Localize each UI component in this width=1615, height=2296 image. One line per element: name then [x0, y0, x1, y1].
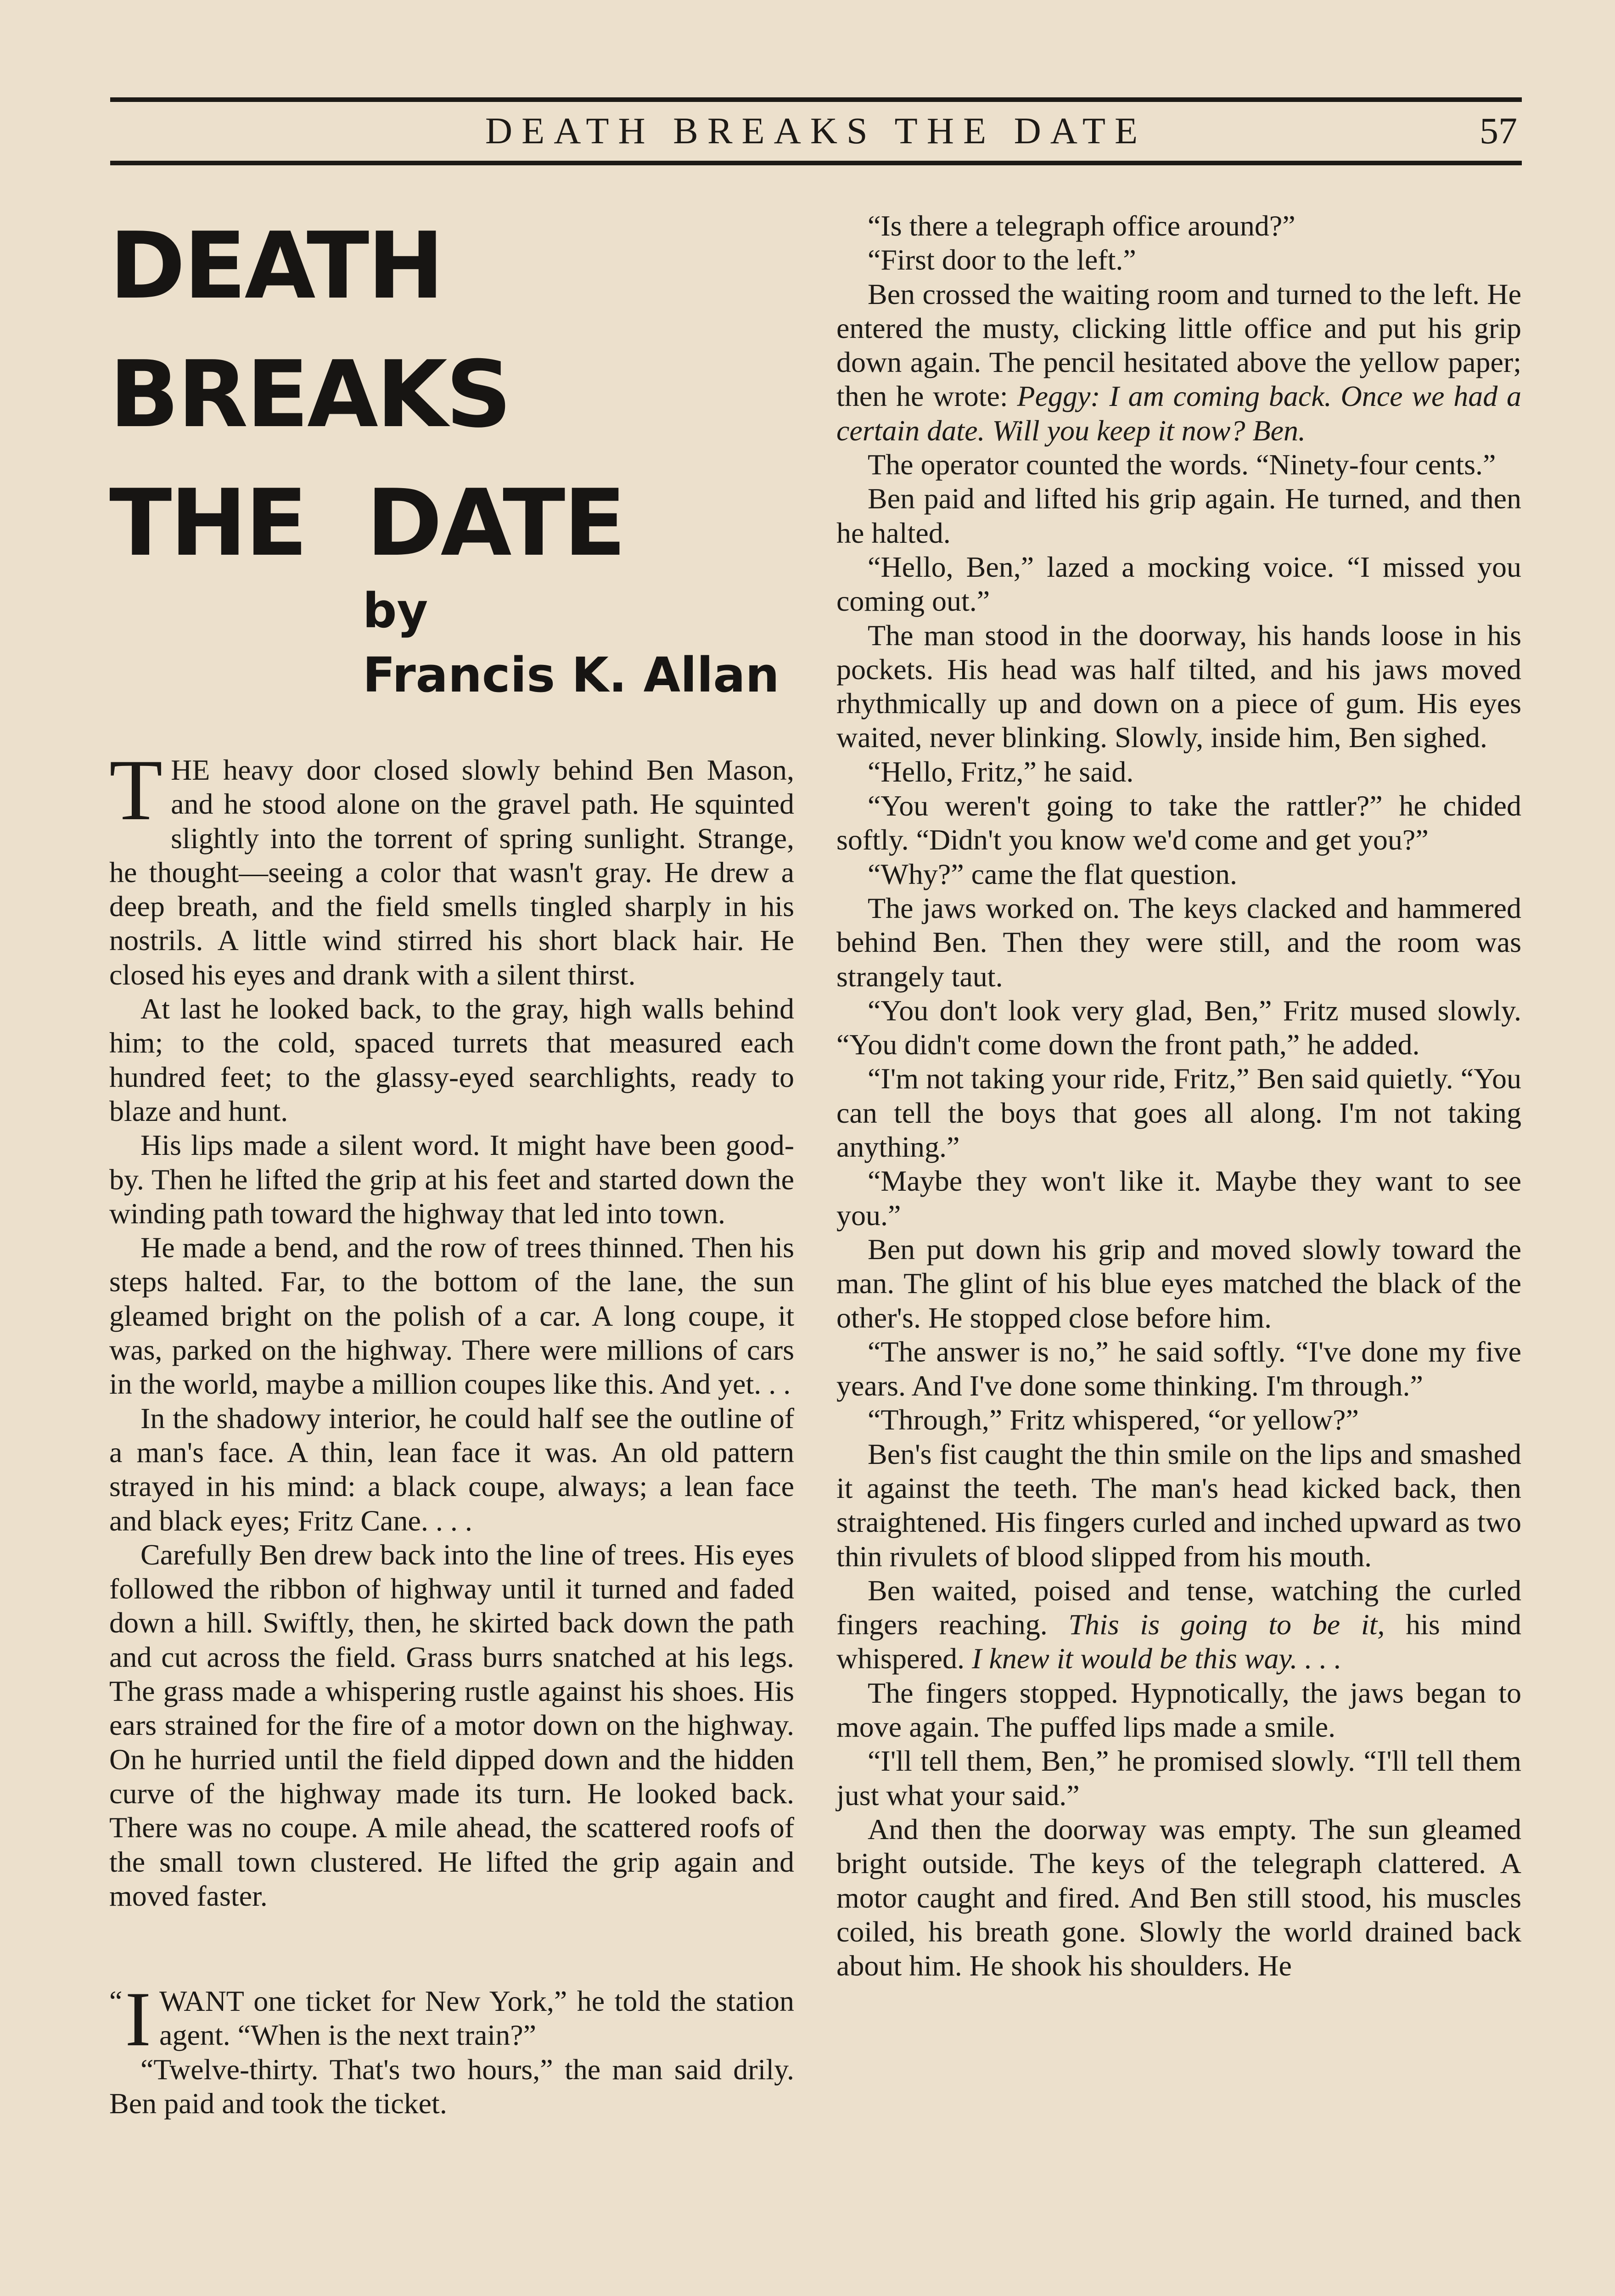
byline: [363, 579, 779, 707]
title-line: DEATH: [109, 213, 443, 320]
paragraph: At last he looked back, to the gray, high walls behind him; to the cold, spaced turrets that measured each hundred feet; to the glassy-eyed searchlights, ready to blaze and hunt.: [109, 992, 794, 1127]
paragraph: “Maybe they won't like it. Maybe they want to see you.”: [836, 1165, 1521, 1232]
paragraph-text: his mind whispered.: [836, 1608, 1522, 1675]
title-line: THE DATE: [109, 470, 625, 577]
author-name: Francis K. Allan: [363, 647, 779, 703]
paragraph: He made a bend, and the row of trees thinned. Then his steps halted. Far, to the bottom of the lane, the sun gleamed bright on the polish of a car. A long coupe, it was, parked on the highway. There were millions of cars in the world, maybe a million coupes like this. And yet. . .: [109, 1231, 794, 1401]
paragraph: Ben's fist caught the thin smile on the lips and smashed it against the teeth. The man's head kicked back, then straightened. His fingers curled and inched upward as two thin rivulets of blood slipped from his mouth.: [836, 1437, 1521, 1573]
paragraph: Ben paid and lifted his grip again. He turned, and then he halted.: [836, 482, 1521, 549]
section-break: [109, 1913, 794, 1984]
paragraph: Carefully Ben drew back into the line of trees. His eyes followed the ribbon of highway until it turned and faded down a hill. Swiftly, then, he skirted back down the path and cut across the field. Grass burrs snatched at his legs. The grass made a whispering rustle against his shoes. His ears strained for the fire of a motor down on the highway. On he hurried until the field dipped down and the hidden curve of the highway made its turn. He looked back. There was no coupe. A mile ahead, the scattered roofs of the small town clustered. He lifted the grip again and moved faster.: [109, 1538, 794, 1912]
header-rule-top: [110, 97, 1522, 102]
drop-cap: T: [109, 742, 163, 838]
paragraph: [836, 1574, 1521, 1676]
paragraph: “Hello, Fritz,” he said.: [868, 755, 1134, 788]
paragraph-text: Ben waited, poised and tense, watching the curled fingers reaching.: [836, 1574, 1521, 1641]
paragraph: In the shadowy interior, he could half see the outline of a man's face. A thin, lean face it was. An old pattern strayed in his mind: a black coupe, always; a lean face and black eyes; Fritz Cane. . . .: [109, 1401, 794, 1537]
header-rule-bottom: [110, 161, 1522, 165]
paragraph: “Is there a telegraph office around?”: [868, 209, 1295, 242]
title-line: BREAKS: [109, 341, 510, 448]
running-header: [110, 105, 1522, 159]
paragraph: His lips made a silent word. It might have been good-by. Then he lifted the grip at his feet and started down the winding path toward the highway that led into town.: [109, 1129, 794, 1230]
paragraph: [836, 277, 1521, 448]
paragraph: And then the doorway was empty. The sun gleamed bright outside. The keys of the telegraph clattered. A motor caught and fired. And Ben still stood, his muscles coiled, his breath gone. Slowly the world drained back about him. He shook his shoulders. He: [836, 1812, 1521, 1982]
paragraph: “First door to the left.”: [868, 243, 1136, 276]
section-opening-paragraph: [109, 1976, 794, 2063]
paragraph: “You weren't going to take the rattler?” he chided softly. “Didn't you know we'd come and get you?”: [836, 789, 1521, 856]
right-column: [836, 209, 1521, 1983]
paragraph: “Why?” came the flat question.: [868, 857, 1237, 890]
paragraph: “Twelve-thirty. That's two hours,” the man said drily. Ben paid and took the ticket.: [109, 2053, 794, 2120]
drop-cap: I: [125, 1976, 151, 2063]
paragraph: The fingers stopped. Hypnotically, the jaws began to move again. The puffed lips made a smile.: [836, 1676, 1521, 1744]
running-title: DEATH BREAKS THE DATE: [485, 110, 1147, 152]
left-column: [109, 742, 794, 2121]
paragraph: WANT one ticket for New York,” he told the station agent. “When is the next train?”: [159, 1985, 794, 2052]
opening-quote: “: [109, 1985, 123, 2018]
thought-text: This is going to be it,: [1068, 1608, 1385, 1641]
paragraph: HE heavy door closed slowly behind Ben Mason, and he stood alone on the gravel path. He squinted slightly into the torrent of spring sunlight. Strange, he thought—seeing a color that wasn't gray. He drew a deep breath, and the field smells tingled sharply in his nostrils. A little wind stirred his short black hair. He closed his eyes and drank with a silent thirst.: [109, 754, 794, 991]
paragraph: The man stood in the doorway, his hands loose in his pockets. His head was half tilted, and his jaws moved rhythmically up and down on a piece of gum. His eyes waited, never blinking. Slowly, inside him, Ben sighed.: [836, 619, 1521, 754]
telegram-text: Peggy: I am coming back. Once we had a certain date. Will you keep it now? Ben.: [836, 380, 1522, 447]
paragraph: “You don't look very glad, Ben,” Fritz mused slowly. “You didn't come down the front path,” he added.: [836, 994, 1521, 1061]
byline-by: by: [363, 583, 428, 639]
page-number: 57: [1480, 110, 1517, 152]
paragraph: “Hello, Ben,” lazed a mocking voice. “I missed you coming out.”: [836, 550, 1521, 618]
paragraph: Ben put down his grip and moved slowly toward the man. The glint of his blue eyes matched the black of the other's. He stopped close before him.: [836, 1232, 1521, 1334]
story-title: [109, 202, 794, 588]
paragraph-text: Ben crossed the waiting room and turned to the left. He entered the musty, clicking little office and put his grip down again. The pencil hesitated above the yellow paper; then he wrote:: [836, 277, 1521, 413]
paragraph: “I'm not taking your ride, Fritz,” Ben said quietly. “You can tell the boys that goes all along. I'm not taking anything.”: [836, 1062, 1521, 1164]
thought-text: I knew it would be this way. . . .: [972, 1642, 1342, 1675]
paragraph: The operator counted the words. “Ninety-four cents.”: [868, 448, 1496, 481]
opening-paragraph: [109, 742, 794, 992]
paragraph: The jaws worked on. The keys clacked and hammered behind Ben. Then they were still, and the room was strangely taut.: [836, 891, 1521, 993]
paragraph: “I'll tell them, Ben,” he promised slowly. “I'll tell them just what your said.”: [836, 1745, 1521, 1812]
paragraph: “Through,” Fritz whispered, “or yellow?”: [868, 1403, 1359, 1436]
paragraph: “The answer is no,” he said softly. “I've done my five years. And I've done some thinking. I'm through.”: [836, 1335, 1521, 1402]
